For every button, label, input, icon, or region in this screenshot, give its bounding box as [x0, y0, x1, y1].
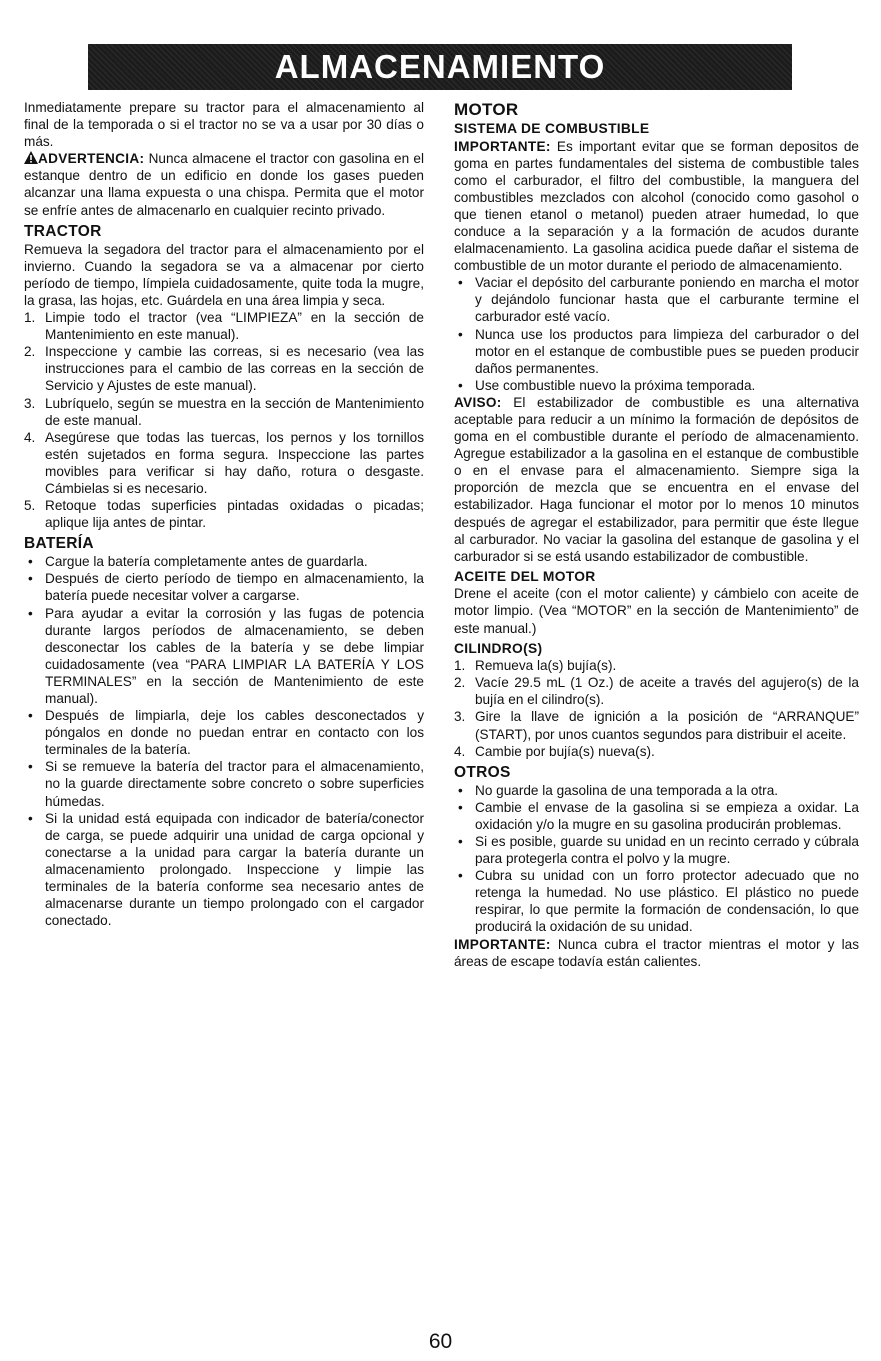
section-banner — [88, 44, 792, 90]
list-item: 1. Limpie todo el tractor (vea “LIMPIEZA” en la sección de Mantenimiento en este manual). — [24, 310, 424, 343]
warning-text: Nunca almacene el tractor con gasolina en el estanque dentro de un edificio en donde los gases pueden alcanzar una llama expuesta o una chispa. Permita que el motor se enfríe antes de almacenarlo en cualquier recinto privado. — [24, 151, 424, 218]
list-item: • Nunca use los productos para limpieza del carburador o del motor en el estanque de combustible pues se pueden producir daños permanentes. — [454, 326, 859, 377]
bateria-list — [24, 553, 424, 929]
tractor-paragraph: Remueva la segadora del tractor para el almacenamiento por el invierno. Cuando la segadora se va a almacenar por cierto período de tiempo, límpiela cuidadosamente, quite toda la mugre, la grasa, las hojas, etc. Guárdela en una área limpia y seca. — [24, 241, 424, 308]
cilindro-heading: CILINDRO(S) — [454, 640, 543, 656]
list-item: • Vaciar el depósito del carburante poniendo en marcha el motor y dejándolo funcionar hasta que el carburante termine el carburador esté vacío. — [454, 274, 859, 325]
combustible-list — [454, 274, 859, 394]
list-item: 2. Inspeccione y cambie las correas, si es necesario (vea las instrucciones para el cambio de las correas en la sección de Servicio y Ajustes de este manual). — [24, 344, 424, 394]
importante2-paragraph: IMPORTANTE: Nunca cubra el tractor mientras el motor y las áreas de escape todavía están calientes. — [454, 936, 859, 969]
list-item: • Si se remueve la batería del tractor para el almacenamiento, no la guarde directamente sobre concreto o sobre superficies húmedas. — [24, 758, 424, 809]
otros-list — [454, 782, 859, 936]
list-item: 3. Gire la llave de ignición a la posición de “ARRANQUE” (START), por unos cuantos segundos para distribuir el aceite. — [454, 709, 859, 742]
list-item: • Si la unidad está equipada con indicador de batería/conector de carga, se puede adquirir una unidad de carga opcional y conectarse a la unidad para cargar la batería durante un almacenamiento prolongado. Inspeccione y limpie las terminales de la batería conforme sea necesario antes de almacenarse durante un tiempo prolongado con el cargador conectado. — [24, 810, 424, 930]
list-item: 2. Vacíe 29.5 mL (1 Oz.) de aceite a través del agujero(s) de la bujía en el cilindro(s). — [454, 675, 859, 708]
right-column — [454, 99, 859, 970]
list-item: • Si es posible, guarde su unidad en un recinto cerrado y cúbrala para protegerla contra el polvo y la mugre. — [454, 833, 859, 867]
cilindro-steps — [454, 657, 859, 760]
list-item: 4. Asegúrese que todas las tuercas, los pernos y los tornillos estén sujetados en forma segura. Inspeccione las partes movibles para verificar si hay daño, rotura o desgaste. Cámbielas si es necesario. — [24, 429, 424, 496]
list-item: • No guarde la gasolina de una temporada a la otra. — [454, 782, 859, 799]
list-item: 3. Lubríquelo, según se muestra en la sección de Mantenimiento de este manual. — [24, 395, 424, 428]
list-item: • Cambie el envase de la gasolina si se empieza a oxidar. La oxidación y/o la mugre en su gasolina producirán problemas. — [454, 799, 859, 833]
importante-label: IMPORTANTE: — [454, 138, 551, 154]
importante-paragraph: IMPORTANTE: Es important evitar que se forman depositos de goma en partes fundamentales del sistema de combustible tales como el carburador, el filtro del combustible, la manguera del combustibles mezclados con alcohol (conocido como gasohol o que tienen etanol o metanol) pueden atraer humedad, lo que conduce a la separación y a la formación de acudos durante elalmacenamiento. La gasolina acidica puede dañar el sistema de combustible de un motor durante el periodo de almacenamiento. — [454, 138, 859, 274]
list-item: 5. Retoque todas superficies pintadas oxidadas o picadas; aplique lija antes de pintar. — [24, 498, 424, 531]
intro-paragraph: Inmediatamente prepare su tractor para el almacenamiento al final de la temporada o si el tractor no se va a usar por 30 días o más. — [24, 100, 424, 150]
warning-icon — [24, 151, 38, 164]
page-number: 60 — [428, 1330, 453, 1353]
list-item: • Cargue la batería completamente antes de guardarla. — [24, 553, 424, 570]
otros-heading: OTROS — [454, 763, 511, 781]
list-item: • Cubra su unidad con un forro protector adecuado que no retenga la humedad. No use plástico. El plástico no puede respirar, lo que permite la formación de condensación, lo que producirá la oxidación de su unidad. — [454, 867, 859, 935]
warning-paragraph — [24, 150, 424, 218]
warning-label: ADVERTENCIA: — [38, 151, 145, 167]
list-item: • Después de limpiarla, deje los cables desconectados y póngalos en donde no puedan entrar en contacto con los terminales de la batería. — [24, 707, 424, 758]
combustible-heading: SISTEMA DE COMBUSTIBLE — [454, 121, 650, 136]
aceite-paragraph: Drene el aceite (con el motor caliente) y cámbielo con aceite de motor limpio. (Vea “MOTOR” en la sección de Mantenimiento” de este manual.) — [454, 586, 859, 636]
aviso-paragraph: AVISO: El estabilizador de combustible es una alternativa aceptable para reducir a un mínimo la formación de depósitos de goma en el combustible durante el período de almacenamiento. Agregue estabilizador a la gasolina en el estanque de combustible o en el envase para el almacenamiento. Siempre siga la proporción de mezcla que se encuentra en el envase del estabilizador. Haga funcionar el motor por lo menos 10 minutos después de agregar el estabilizador, para permitir que éste llegue al carburador. No vaciar la gasolina del estanque de gasolina y el carburador si se está usando estabilizador de combustible. — [454, 394, 859, 564]
list-item: • Use combustible nuevo la próxima temporada. — [454, 377, 859, 394]
tractor-heading: TRACTOR — [24, 222, 102, 240]
left-column — [24, 99, 424, 929]
aviso-label: AVISO: — [454, 394, 502, 410]
list-item: 4. Cambie por bujía(s) nueva(s). — [454, 743, 655, 759]
aceite-heading: ACEITE DEL MOTOR — [454, 568, 596, 584]
list-item: • Después de cierto período de tiempo en almacenamiento, la batería puede necesitar volver a cargarse. — [24, 570, 424, 604]
list-item: • Para ayudar a evitar la corrosión y las fugas de potencia durante largos períodos de almacenamiento, se deben desconectar los cables de la batería y se debe limpiar cuidadosamente (vea “PARA LIMPIAR LA BATERÍA Y LOS TERMINALES” en la sección de Mantenimiento de este manual). — [24, 605, 424, 708]
section-title: ALMACENAMIENTO — [274, 48, 606, 85]
list-item: 1. Remueva la(s) bujía(s). — [454, 658, 617, 674]
importante2-label: IMPORTANTE: — [454, 936, 551, 952]
tractor-steps — [24, 309, 424, 531]
bateria-heading: BATERÍA — [24, 535, 94, 553]
motor-heading: MOTOR — [454, 100, 519, 119]
